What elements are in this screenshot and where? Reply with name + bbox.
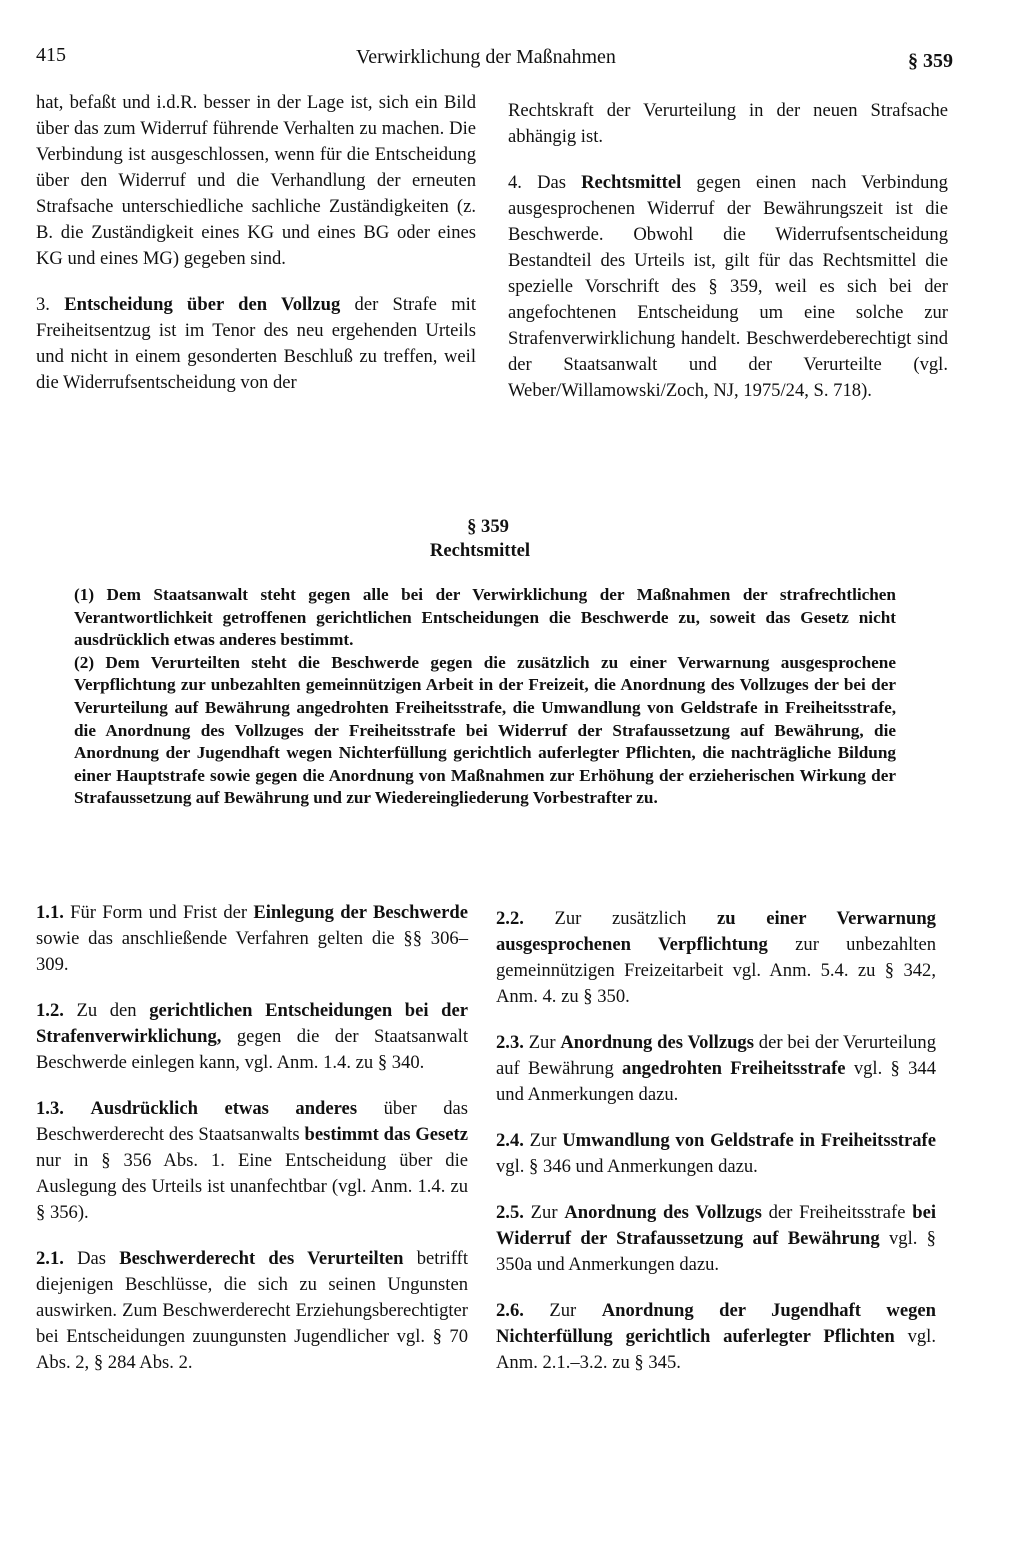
note-text: der Strafe mit Freiheitsentzug ist im Tenor des neu ergehenden Urteils und nicht in einem gesonderten Beschluß zu treffen, weil die Widerrufsentscheidung von der [36,294,477,393]
note-item [496,1030,936,1108]
note-text: Für Form und Frist der [70,902,248,923]
note-item [36,1096,468,1226]
note-number: 2.6. [496,1300,524,1321]
law-paragraph-2: (2) Dem Verurteilten steht die Beschwerde gegen die zusätzlich zu einer Verwarnung ausgesprochene Verpflichtung zur unbezahlten gemeinnützigen Arbeit in der Freizeit, die Anordnung des Vollzuges der bei der Verurteilung auf Bewährung angedrohten Freiheitsstrafe, die Umwandlung von Geldstrafe in Freiheitsstrafe, die Anordnung des Vollzuges der Freiheitsstrafe bei Widerruf der Strafaussetzung auf Bewährung, die Anordnung der Jugendhaft wegen Nichterfüllung gerichtlich auferlegter Pflichten, die nachträgliche Bildung einer Hauptstrafe sowie gegen die Anordnung von Maßnahmen zur Erhöhung der erzieherischen Wirkung der Strafaussetzung auf Bewährung und zur Wiedereingliederung Vorbestrafter zu. [74,652,896,808]
paragraph-note-4 [508,170,948,404]
note-keyword: Anordnung der Jugendhaft wegen Nichterfüllung gerichtlich auferlegter Pflichten [496,1300,937,1347]
paragraph-note-3 [36,292,476,396]
note-text: Das [77,1248,107,1269]
law-section-title: Rechtsmittel [429,540,531,561]
notes-right-column [496,906,936,1396]
note-text: nur in § 356 Abs. 1. Eine Entscheidung über die Auslegung des Urteils ist unanfechtbar (vgl. Anm. 1.4. zu § 356). [36,1150,468,1223]
note-text: Zur [549,1300,577,1321]
note-text: Zur [530,1202,558,1223]
note-item [496,1298,936,1376]
paragraph-continuation: hat, befaßt und i.d.R. besser in der Lage ist, sich ein Bild über das zum Widerruf führende Verhalten zu machen. Die Verbindung ist ausgeschlossen, wenn für die Entscheidung über den Widerruf und die Verhandlung der erneuten Strafsache unterschiedliche sachliche Zuständigkeiten (z. B. die Zuständigkeit eines KG und eines BG oder eines KG und eines MG) gegeben sind. [36,92,476,269]
note-text: Zur zusätzlich [554,908,687,929]
note-number: 2.5. [496,1202,524,1223]
notes-left-column [36,900,468,1396]
note-number: 2.3. [496,1032,524,1053]
note-keyword: Einlegung der Beschwerde [253,902,468,923]
law-section-number: § 359 [467,516,509,537]
note-text: vgl. § 344 und Anmerkungen dazu. [496,1058,936,1105]
note-item [496,1128,936,1180]
note-text: betrifft diejenigen Beschlüsse, die sich zu seinen Ungunsten auswirken. Zum Beschwerderecht Erziehungsberechtigter bei Entscheidungen zuungunsten Jugendlicher vgl. § 70 Abs. 2, § 284 Abs. 2. [36,1248,469,1373]
note-keyword: Rechtsmittel [581,172,682,193]
note-text: der bei der Verurteilung auf Bewährung [496,1032,936,1079]
note-number: 1.2. [36,1000,64,1021]
note-number: 3. [36,294,50,315]
note-number: 1.3. [36,1098,64,1119]
note-text: gegen einen nach Verbindung ausgesprochenen Widerruf der Bewährungszeit ist die Beschwerde. Obwohl die Widerrufsentscheidung Bestandteil des Urteils ist, gilt für das Rechtsmittel die spezielle Vorschrift des § 359, weil es sich bei der angefochtenen Entscheidung um eine solche zur Strafenverwirklichung handelt. Beschwerdeberechtigt sind der Staatsanwalt und der Verurteilte (vgl. Weber/Willamowski/Zoch, NJ, 1975/24, S. 718). [508,172,948,401]
note-keyword: Beschwerderecht des Verurteilten [119,1248,404,1269]
note-text: Zu den [76,1000,137,1021]
note-text: Zur [528,1032,556,1053]
note-keyword: Umwandlung von Geldstrafe in Freiheitsstrafe [562,1130,936,1151]
law-text [74,584,896,810]
running-title: Verwirklichung der Maßnahmen [356,46,616,68]
note-item [36,1246,468,1376]
note-keyword: angedrohten Freiheitsstrafe [622,1058,846,1079]
note-item [496,906,936,1010]
paragraph-continuation: Rechtskraft der Verurteilung in der neuen Strafsache abhängig ist. [508,100,948,147]
note-number: 2.4. [496,1130,524,1151]
note-item [36,998,468,1076]
note-text: vgl. Anm. 2.1.–3.2. zu § 345. [496,1326,936,1373]
note-keyword: bei Widerruf der Strafaussetzung auf Bewährung [496,1202,937,1249]
note-number: 2.2. [496,908,524,929]
note-keyword: Anordnung des Vollzugs [564,1202,762,1223]
note-keyword: Anordnung des Vollzugs [560,1032,754,1053]
note-keyword: gerichtlichen Entscheidungen bei der Strafenverwirklichung, [36,1000,468,1047]
note-text: vgl. § 350a und Anmerkungen dazu. [496,1228,936,1275]
note-item [496,1200,936,1278]
column-top-left [36,90,476,416]
note-number: 4. Das [508,172,566,193]
note-keyword: zu einer Verwarnung ausgesprochenen Verpflichtung [496,908,936,955]
note-text: sowie das anschließende Verfahren gelten die §§ 306–309. [36,928,468,975]
note-text: über das Beschwerderecht des Staatsanwalts [36,1098,468,1145]
note-number: 2.1. [36,1248,64,1269]
page-number: 415 [36,44,66,66]
note-keyword: Entscheidung über den Vollzug [64,294,341,315]
note-text: der Freiheitsstrafe [768,1202,906,1223]
note-text: Zur [529,1130,557,1151]
note-item [36,900,468,978]
note-text: gegen die der Staatsanwalt Beschwerde einlegen kann, vgl. Anm. 1.4. zu § 340. [36,1026,468,1073]
column-top-right [508,98,948,424]
note-text: zur unbezahlten gemeinnützigen Freizeitarbeit vgl. Anm. 5.4. zu § 342, Anm. 4. zu § 350. [496,934,937,1007]
note-text: vgl. § 346 und Anmerkungen dazu. [496,1156,758,1177]
section-reference: § 359 [908,50,953,72]
law-paragraph-1: (1) Dem Staatsanwalt steht gegen alle bei der Verwirklichung der Maßnahmen der strafrechtlichen Verantwortlichkeit getroffenen gerichtlichen Entscheidungen die Beschwerde zu, soweit das Gesetz nicht ausdrücklich etwas anderes bestimmt. [74,585,896,650]
note-keyword: Ausdrücklich etwas anderes [90,1098,358,1119]
note-keyword: bestimmt das Gesetz [304,1124,468,1145]
note-number: 1.1. [36,902,64,923]
